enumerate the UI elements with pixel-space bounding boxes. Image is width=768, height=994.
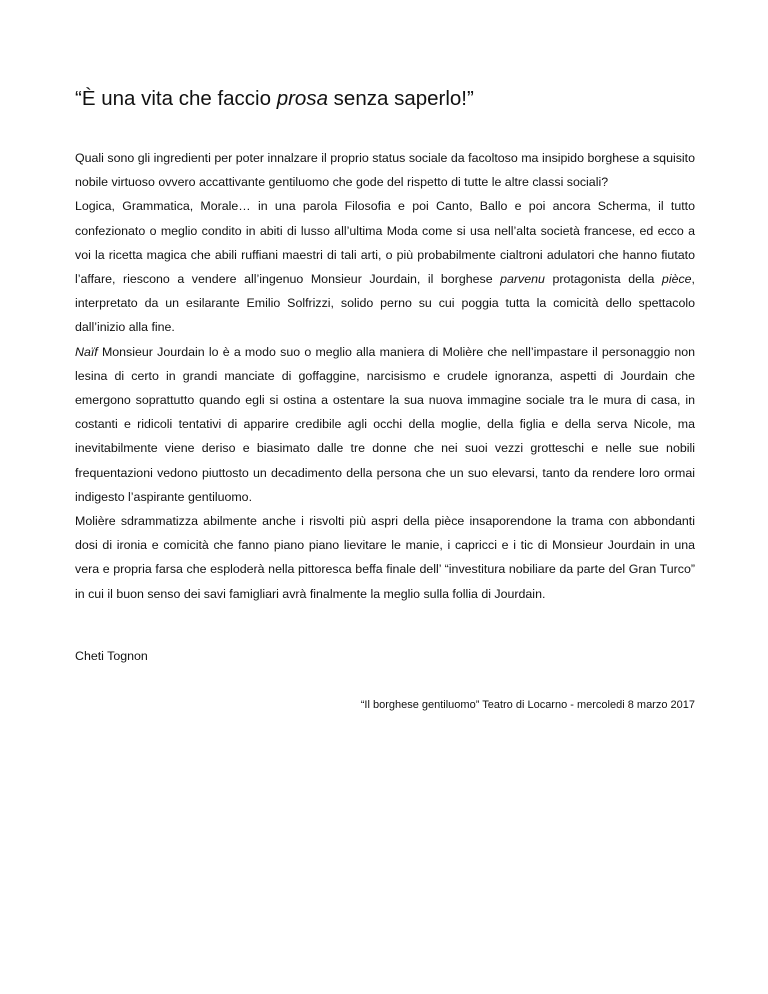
page-title: [75, 84, 474, 114]
article-body: [75, 146, 695, 606]
paragraph-text: Logica, Grammatica, Morale… in una parola Filosofia e poi Canto, Ballo e poi ancora Scherma, il tutto confezionato o meglio condito in abiti di lusso all’ultima Moda come si usa nell’alta società francese, ed ecco a voi la ricetta magica che abili ruffiani maestri di tali arti, o più probabilmente cialtroni adulatori che hanno fiutato l’affare, riescono a vendere all’ingenuo Monsieur Jourdain, il borghese: [75, 199, 695, 287]
body-paragraph: [75, 146, 695, 194]
title-text-italic: prosa: [276, 87, 328, 110]
body-paragraph: [75, 340, 695, 509]
paragraph-text: Monsieur Jourdain lo è a modo suo o meglio alla maniera di Molière che nell’impastare il personaggio non lesina di certo in grandi manciate di goffaggine, narcisismo e crudele ignoranza, aspetti di Jourdain che emergono soprattutto quando egli si ostina a ostentare la sua nuova immagine sociale tra le mura di casa, in costanti e ridicoli tentativi di apparire credibile agli occhi della moglie, della figlia e della serva Nicole, ma inevitabilmente viene deriso e biasimato dalle tre donne che nei suoi vezzi grotteschi e nelle sue nobili frequentazioni vedono piuttosto un decadimento della persona che un suo elevarsi, tanto da rendere loro ormai indigesto l’aspirante gentiluomo.: [75, 344, 695, 504]
italic-term: pièce: [661, 272, 692, 287]
title-text-end: senza saperlo!”: [327, 87, 474, 110]
italic-term: parvenu: [500, 272, 545, 287]
body-paragraph: [75, 509, 695, 606]
paragraph-text: , interpretato da un esilarante Emilio Solfrizzi, solido perno su cui poggia tutta la comicità dello spettacolo dall’inizio alla fine.: [75, 272, 695, 335]
title-text-start: “È una vita che faccio: [75, 87, 277, 110]
author-name: Cheti Tognon: [75, 649, 148, 663]
body-paragraph: [75, 194, 695, 339]
paragraph-text: protagonista della: [544, 272, 662, 287]
event-reference: “Il borghese gentiluomo” Teatro di Locarno - mercoledi 8 marzo 2017: [360, 699, 695, 711]
italic-term: Naïf: [75, 344, 98, 359]
paragraph-text: Molière sdrammatizza abilmente anche i risvolti più aspri della pièce insaporendone la trama con abbondanti dosi di ironia e comicità che fanno piano piano lievitare le manie, i capricci e i tic di Monsieur Jourdain in una vera e propria farsa che esploderà nella pittoresca beffa finale dell’ “investitura nobiliare da parte del Gran Turco” in cui il buon senso dei savi famigliari avrà finalmente la meglio sulla follia di Jourdain.: [75, 514, 695, 601]
paragraph-text: Quali sono gli ingredienti per poter innalzare il proprio status sociale da facoltoso ma insipido borghese a squisito nobile virtuoso ovvero accattivante gentiluomo che gode del rispetto di tutte le altre classi sociali?: [75, 151, 695, 190]
